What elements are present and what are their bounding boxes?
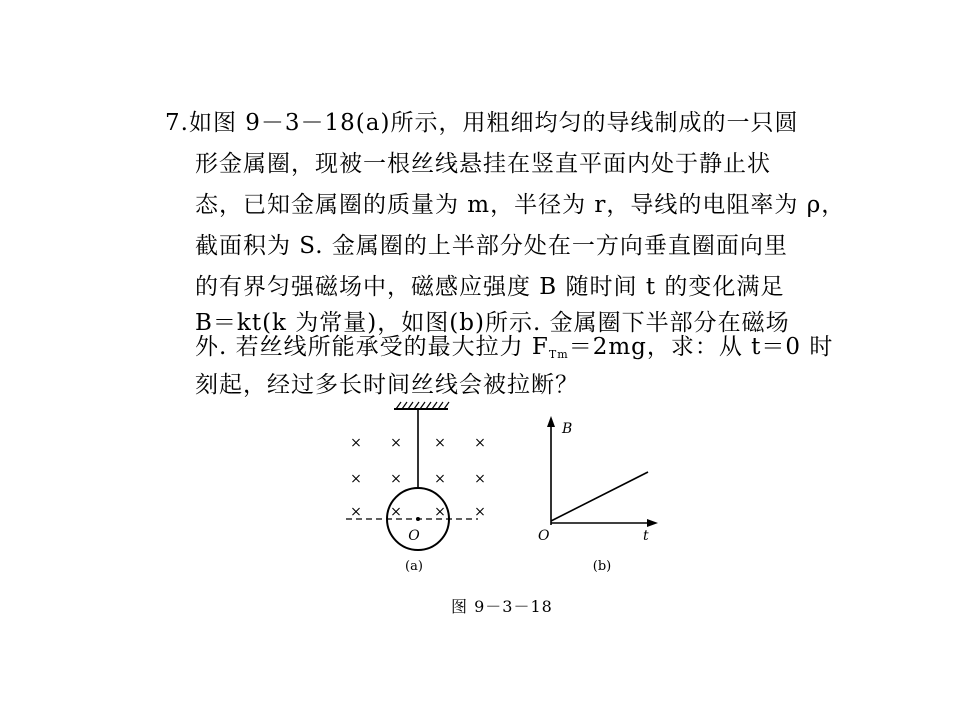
field-mark: × [390,435,402,451]
y-axis-arrow [547,416,555,427]
problem-line-3 [195,190,845,220]
line-text: 的有界匀强磁场中，磁感应强度 B 随时间 t 的变化满足 [195,274,785,300]
field-mark: × [474,471,486,487]
line-text: 如图 9－3－18(a)所示，用粗细均匀的导线制成的一只圆 [188,110,799,136]
b-kt-line [551,472,648,521]
ring-center-label: O [408,528,420,544]
field-mark: × [350,504,362,520]
line-text: 形金属圈，现被一根丝线悬挂在竖直平面内处于静止状 [195,151,771,177]
figure [330,400,670,590]
x-axis-label: t [643,528,649,544]
field-mark: × [350,471,362,487]
line-text: 截面积为 S. 金属圈的上半部分处在一方向垂直圈面向里 [195,233,788,259]
ceiling-hatch [396,402,449,409]
field-mark: × [350,435,362,451]
problem-line-4 [195,231,788,261]
figure-a-label: (a) [405,559,423,574]
field-mark: × [434,504,446,520]
line-text: 外. 若丝线所能承受的最大拉力 F [195,334,549,360]
field-mark: × [390,504,402,520]
problem-number: 7. [165,110,189,136]
field-mark: × [390,471,402,487]
problem-line-2 [195,149,771,179]
figure-caption: 图 9－3－18 [451,597,553,616]
field-mark: × [434,471,446,487]
x-axis-arrow [647,519,658,527]
field-mark: × [474,435,486,451]
line-text-tail: ＝2mg，求：从 t＝0 时 [568,334,834,360]
line-text: 刻起，经过多长时间丝线会被拉断？ [195,372,579,398]
figure-b-label: (b) [592,559,612,574]
figure-a [346,402,486,574]
line-text: 态，已知金属圈的质量为 m，半径为 r，导线的电阻率为 ρ， [195,192,846,218]
y-axis-label: B [562,421,573,437]
origin-label: O [538,528,550,544]
force-subscript: Tm [548,348,569,361]
figure-svg [330,400,670,590]
field-mark: × [474,504,486,520]
figure-b [538,416,658,574]
problem-line-5 [195,272,784,302]
problem-line-8 [195,370,579,400]
line-text: B＝kt(k 为常量)，如图(b)所示. 金属圈下半部分在磁场 [195,310,790,336]
problem-line-1 [165,108,798,138]
problem-line-7 [195,332,833,370]
field-mark: × [434,435,446,451]
